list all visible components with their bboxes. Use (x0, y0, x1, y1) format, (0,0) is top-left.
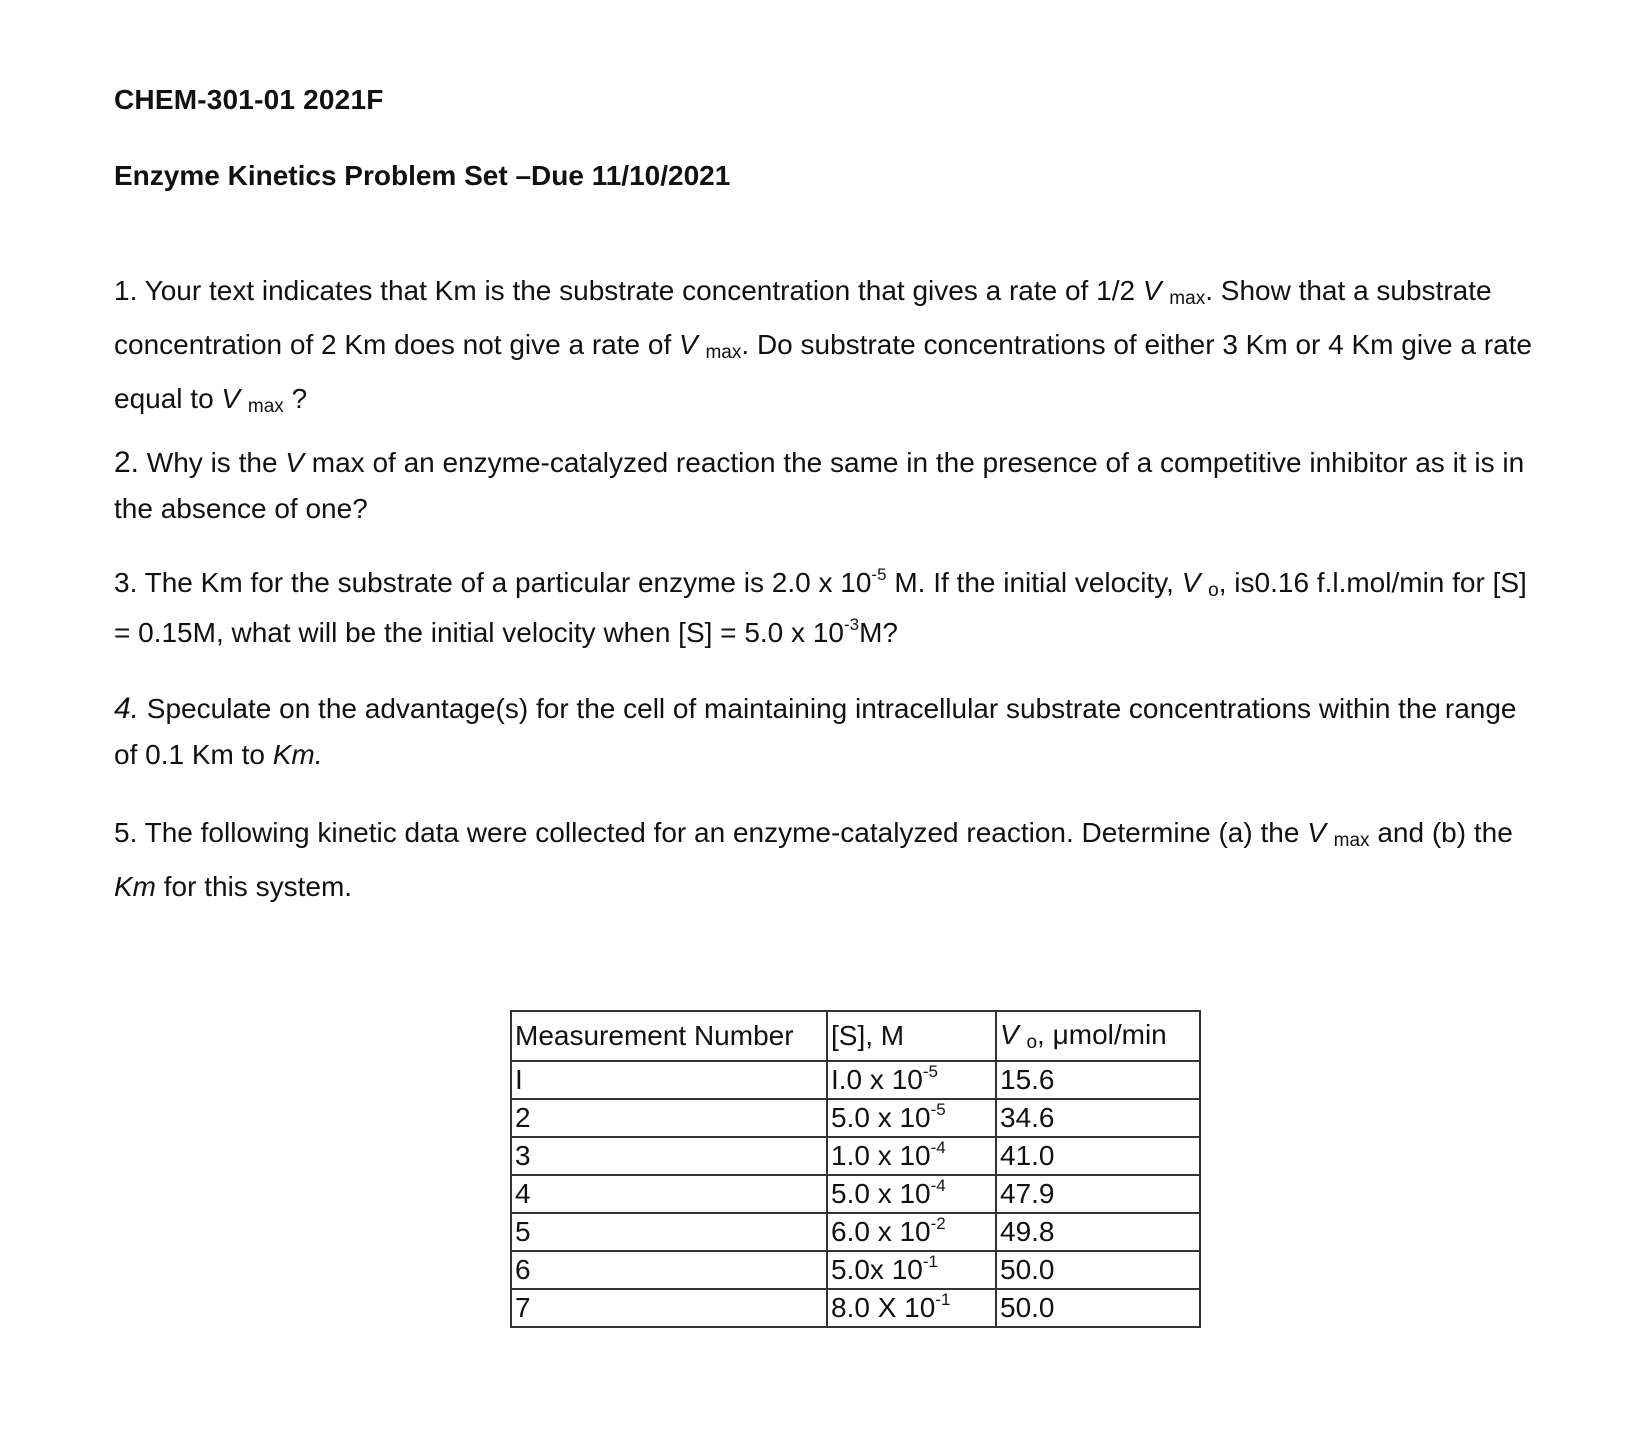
table-body (511, 1061, 1200, 1327)
measurement-number-cell: 6 (511, 1251, 827, 1289)
q3-text-a: 3. The Km for the substrate of a particular enzyme is 2.0 x 10 (114, 567, 872, 598)
substrate-exponent: -1 (922, 1252, 938, 1271)
substrate-base: 5.0 x 10 (831, 1102, 931, 1133)
initial-velocity-cell: 50.0 (996, 1251, 1200, 1289)
substrate-concentration-cell (827, 1175, 996, 1213)
kinetic-data-table (510, 1010, 1201, 1328)
substrate-concentration-cell (827, 1061, 996, 1099)
q4-number: 4. (114, 692, 140, 725)
q2-vmax-v: V (285, 447, 304, 478)
table-row (511, 1061, 1200, 1099)
q5-vmax-v: V (1307, 817, 1326, 848)
substrate-base: I.0 x 10 (831, 1064, 923, 1095)
course-code: CHEM-301-01 2021F (114, 84, 384, 115)
q5-text-a: 5. The following kinetic data were collected for an enzyme-catalyzed reaction. Determine (a) the (114, 817, 1308, 848)
q1-text-a: 1. Your text indicates that Km is the substrate concentration that gives a rate of 1/2 (114, 275, 1143, 306)
q1-vmax-sub-1: max (1169, 288, 1206, 309)
q2-number: 2. (114, 446, 140, 479)
header-initial-velocity (996, 1011, 1200, 1061)
measurement-number-cell: 4 (511, 1175, 827, 1213)
table-row (511, 1213, 1200, 1251)
substrate-concentration-cell (827, 1213, 996, 1251)
question-5 (114, 810, 1544, 910)
q5-km: Km (114, 871, 156, 902)
table-header-row (511, 1011, 1200, 1061)
substrate-base: 8.0 X 10 (831, 1292, 936, 1323)
table-row (511, 1251, 1200, 1289)
substrate-exponent: -4 (930, 1138, 946, 1157)
measurement-number-cell: I (511, 1061, 827, 1099)
initial-velocity-cell: 50.0 (996, 1289, 1200, 1327)
q1-vmax-v-1: V (1142, 275, 1162, 306)
q3-v0-v: V (1181, 567, 1201, 598)
q2-text-a: Why is the (139, 447, 286, 478)
substrate-concentration-cell (827, 1099, 996, 1137)
header-substrate-concentration: [S], M (827, 1011, 996, 1061)
substrate-base: 5.0x 10 (831, 1254, 923, 1285)
question-3 (114, 562, 1544, 654)
q1-vmax-v-2: V (679, 329, 698, 360)
substrate-base: 6.0 x 10 (831, 1216, 931, 1247)
substrate-concentration-cell (827, 1289, 996, 1327)
table-row (511, 1175, 1200, 1213)
substrate-exponent: -4 (930, 1176, 946, 1195)
initial-velocity-cell: 15.6 (996, 1061, 1200, 1099)
q3-exponent-1: -5 (871, 565, 887, 584)
table-row (511, 1099, 1200, 1137)
initial-velocity-cell: 34.6 (996, 1099, 1200, 1137)
header-measurement-number: Measurement Number (511, 1011, 827, 1061)
q1-text-d: ? (283, 383, 308, 414)
page-title: Enzyme Kinetics Problem Set –Due 11/10/2021 (114, 160, 731, 191)
q5-text-b: and (b) the (1369, 817, 1513, 848)
q1-vmax-v-3: V (221, 383, 241, 414)
question-4 (114, 686, 1544, 778)
q5-vmax-sub: max (1333, 830, 1370, 851)
measurement-number-cell: 3 (511, 1137, 827, 1175)
substrate-exponent: -1 (935, 1290, 951, 1309)
initial-velocity-cell: 47.9 (996, 1175, 1200, 1213)
measurement-number-cell: 2 (511, 1099, 827, 1137)
table-row (511, 1137, 1200, 1175)
q5-text-c: for this system. (156, 871, 353, 902)
substrate-exponent: -5 (930, 1100, 946, 1119)
measurement-number-cell: 5 (511, 1213, 827, 1251)
question-1 (114, 268, 1544, 430)
q3-text-c: , is0.16 f.l.mol/min for [S] = 0.15M, what will be the initial velocity when [S] = 5.0 x 10 (114, 567, 1527, 648)
header-velocity-v: V (1000, 1018, 1019, 1050)
q3-exponent-2: -3 (843, 615, 860, 634)
substrate-base: 5.0 x 10 (831, 1178, 931, 1209)
initial-velocity-cell: 41.0 (996, 1137, 1200, 1175)
substrate-base: 1.0 x 10 (831, 1140, 931, 1171)
header-velocity-unit: , μmol/min (1037, 1018, 1167, 1050)
substrate-concentration-cell (827, 1137, 996, 1175)
header-velocity-sub: o (1026, 1031, 1038, 1053)
q3-text-d: M? (859, 617, 898, 648)
substrate-concentration-cell (827, 1251, 996, 1289)
initial-velocity-cell: 49.8 (996, 1213, 1200, 1251)
q3-v0-sub: o (1208, 580, 1219, 601)
q4-text-a: Speculate on the advantage(s) for the cell of maintaining intracellular substrate concentrations within the range of 0.1 Km to (114, 693, 1517, 770)
question-2 (114, 440, 1544, 532)
q1-text-c: . Do substrate concentrations of either 3 Km or 4 Km give a rate equal to (114, 329, 1532, 414)
q1-vmax-sub-3: max (247, 396, 284, 417)
q1-text-b: . Show that a substrate concentration of 2 Km does not give a rate of (114, 275, 1492, 360)
measurement-number-cell: 7 (511, 1289, 827, 1327)
q1-vmax-sub-2: max (705, 342, 742, 363)
q3-text-b: M. If the initial velocity, (886, 567, 1182, 598)
table-row (511, 1289, 1200, 1327)
q4-km: Km. (272, 739, 323, 770)
substrate-exponent: -2 (930, 1214, 946, 1233)
substrate-exponent: -5 (922, 1062, 938, 1081)
q2-text-b: max of an enzyme-catalyzed reaction the same in the presence of a competitive inhibitor as it is in the absence of one? (114, 447, 1525, 524)
